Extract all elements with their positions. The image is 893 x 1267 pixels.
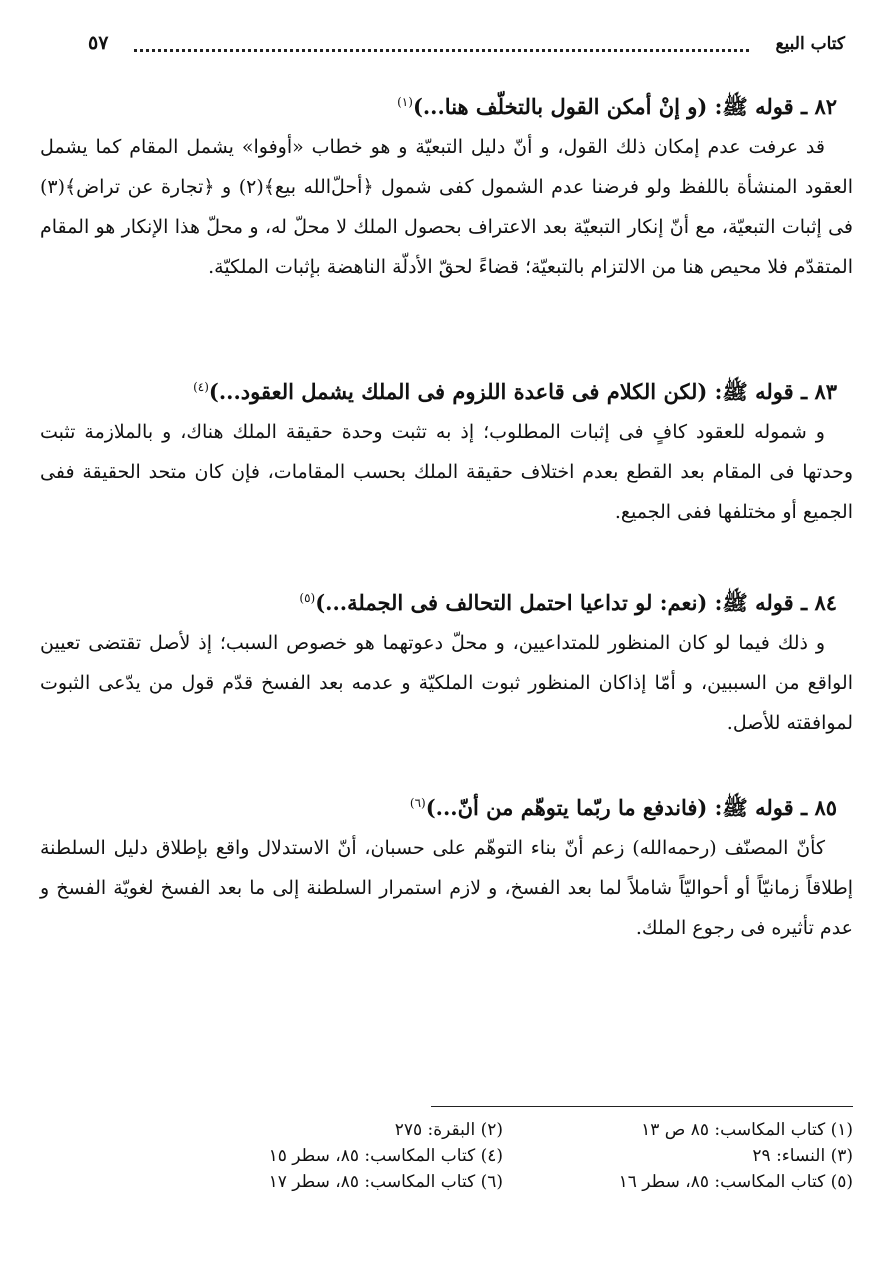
footnote-ref: (٥)	[299, 591, 316, 605]
section-82	[40, 82, 853, 287]
running-title: كتاب البيع	[775, 34, 845, 54]
footnote-divider	[431, 1106, 853, 1107]
page-number: ٥٧	[88, 32, 109, 54]
footnote-1: (١) كتاب المكاسب: ٨٥ ص ١٣	[641, 1120, 853, 1140]
section-body-text: و شموله للعقود كافٍ فى إثبات المطلوب؛ إذ به تثبت وحدة حقيقة الملك هناك، و بالملازمة تثبت وحدتها فى المقام بعد القطع بعدم اختلاف حقيقة الملك بحسب المقامات، فإن كان متحد الحقيقة ففى الجميع أو مختلفها ففى الجميع.	[40, 421, 853, 523]
footnotes	[160, 1116, 853, 1196]
section-85	[40, 783, 853, 948]
section-heading-text: قوله ﷺ: (نعم: لو تداعيا احتمل التحالف فى الجملة...)	[315, 590, 794, 615]
section-body-text: و ذلك فيما لو كان المنظور للمتداعيين، و محلّ دعوتهما هو خصوص السبب؛ إذ لأصل تقتضى تعيين الواقع من السببين، و أمّا إذاكان المنظور ثبوت الملكيّة و عدمه بعد الفسخ قدّم قول من يدّعى الثبوت لموافقته للأصل.	[40, 632, 853, 734]
section-heading-text: قوله ﷺ: (لكن الكلام فى قاعدة اللزوم فى الملك يشمل العقود...)	[208, 379, 794, 404]
section-heading	[40, 578, 853, 623]
footnote-6: (٦) كتاب المكاسب: ٨٥، سطر ١٧	[268, 1172, 503, 1192]
section-number: ٨٥ ـ	[800, 795, 837, 820]
section-body	[40, 623, 853, 743]
section-84	[40, 578, 853, 743]
dotted-leader	[134, 49, 749, 52]
footnote-3: (٣) النساء: ٢٩	[752, 1146, 853, 1166]
section-body	[40, 828, 853, 948]
section-body	[40, 412, 853, 532]
section-number: ٨٢ ـ	[800, 94, 837, 119]
footnote-ref: (٤)	[193, 380, 209, 394]
footnote-5: (٥) كتاب المكاسب: ٨٥، سطر ١٦	[618, 1172, 853, 1192]
section-heading	[40, 82, 853, 127]
footnote-2: (٢) البقرة: ٢٧٥	[394, 1120, 503, 1140]
section-heading-text: قوله ﷺ: (فاندفع ما ربّما يتوهّم من أنّ...)	[425, 795, 794, 820]
section-heading	[40, 367, 853, 412]
section-number: ٨٣ ـ	[800, 379, 837, 404]
section-heading	[40, 783, 853, 828]
footnote-ref: (٦)	[409, 796, 426, 810]
section-83	[40, 367, 853, 532]
page-header	[88, 30, 845, 58]
footnote-ref: (١)	[397, 95, 413, 109]
section-heading-text: قوله ﷺ: (و إنْ أمكن القول بالتخلّف هنا...)	[412, 94, 794, 119]
section-number: ٨٤ ـ	[800, 590, 837, 615]
footnote-4: (٤) كتاب المكاسب: ٨٥، سطر ١٥	[268, 1146, 503, 1166]
section-body-text: قد عرفت عدم إمكان ذلك القول، و أنّ دليل التبعيّة و هو خطاب «أوفوا» يشمل المقام كما يشمل العقود المنشأة باللفظ ولو فرضنا عدم الشمول كفى شمول ﴿أحلّ‌الله بيع﴾(٢) و ﴿تجارة عن تراض﴾(٣) فى إثبات التبعيّة، مع أنّ إنكار التبعيّة بعد الاعتراف بحصول الملك لا محلّ له، و محلّ هذا الإنكار هو المقام المتقدّم فلا محيص هنا من الالتزام بالتبعيّة؛ قضاءً لحقّ الأدلّة الناهضة بإثبات الملكيّة.	[40, 136, 853, 278]
section-body-text: كأنّ المصنّف (رحمه‌الله) زعم أنّ بناء التوهّم على حسبان، أنّ الاستدلال واقع بإطلاق دليل السلطنة إطلاقاً زمانيّاً أو أحواليّاً شاملاً لما بعد الفسخ، و لازم استمرار السلطنة إلى ما بعد الفسخ لغويّة الفسخ و عدم تأثيره فى رجوع الملك.	[40, 837, 853, 939]
section-body	[40, 127, 853, 287]
